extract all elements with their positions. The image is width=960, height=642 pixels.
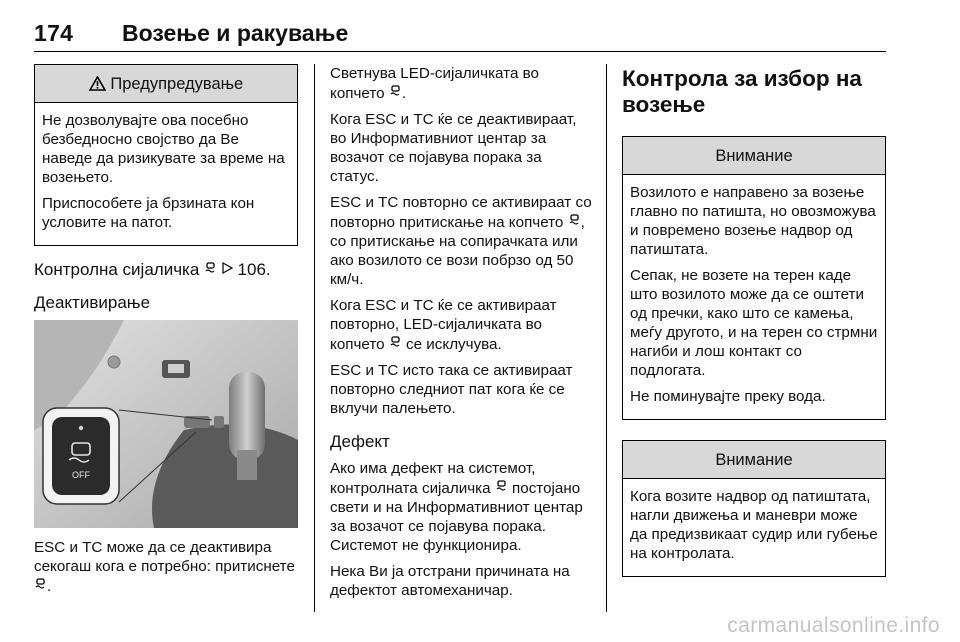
column-middle: [330, 64, 592, 607]
notice-box: [622, 136, 886, 420]
deactivation-text-end: .: [47, 578, 52, 595]
paragraph-mechanic: Нека Ви ја отстрани причината на дефектот автомеханичар.: [330, 563, 570, 599]
deactivation-heading: Деактивирање: [34, 293, 151, 312]
section-heading: Контрола за избор на возење: [622, 66, 862, 117]
fault-heading: Дефект: [330, 432, 390, 451]
notice-paragraph: Не поминувајте преку вода.: [630, 388, 826, 405]
notice-box-header: Внимание: [623, 441, 885, 479]
paragraph-text: Кога ESC и TC ќе се активираат повторно, LED-сијаличката во копчето: [330, 297, 557, 353]
control-light-page: 106.: [237, 260, 271, 279]
paragraph-reactivation: [330, 193, 592, 289]
notice-paragraph: Сепак, не возете на терен каде што возилото може да се оштети од пречки, како што се камења, меѓу другото, и на терен со стрмни нагиби и лош контакт со подлогата.: [630, 267, 878, 379]
paragraph-led-off: [330, 296, 592, 354]
notice-box-header: Внимание: [623, 137, 885, 175]
warning-triangle-icon: [89, 75, 111, 93]
column-left: [34, 64, 298, 603]
paragraph-end: .: [401, 85, 407, 102]
paragraph-text: Светнува LED-сијаличката во копчето: [330, 65, 539, 102]
esc-car-skid-icon: [495, 478, 508, 497]
paragraph-ignition: ESC и TC исто така се активираат повторно следниот пат кога ќе се вклучи палењето.: [330, 362, 573, 417]
page-reference-arrow-icon: [222, 260, 233, 279]
warning-box-header: [35, 65, 297, 103]
deactivation-text-content: ESC и TC може да се деактивира секогаш кога е потребно: притиснете: [34, 539, 295, 575]
paragraph-text: постојано свети и на Информативниот центар за возачот се појавува порака. Системот не функционира.: [330, 480, 583, 554]
notice-paragraph: Кога возите надвор од патиштата, нагли движења и маневри може да предизвикаат судир или губење на контролата.: [630, 488, 878, 562]
column-right: [622, 64, 886, 577]
esc-button-photo: [34, 320, 298, 528]
photo-button-label: OFF: [72, 470, 90, 480]
paragraph-text: се исклучува.: [406, 336, 502, 353]
warning-paragraph: Приспособете ја брзината кон условите на патот.: [42, 195, 255, 231]
notice-box: [622, 440, 886, 577]
paragraph-text: ESC и TC повторно се активираат со повторно притискање на копчето: [330, 194, 592, 231]
esc-car-skid-icon: [34, 576, 47, 595]
notice-box-body: [623, 479, 885, 576]
paragraph-led-on: [330, 64, 592, 103]
column-divider: [314, 64, 315, 612]
warning-box-title: Предупредување: [110, 75, 244, 93]
esc-car-skid-icon: [204, 260, 217, 279]
warning-paragraph: Не дозволувајте ова посебно безбедносно својство да Ве наведе да ризикувате за време на возењето.: [42, 112, 285, 186]
warning-box: [34, 64, 298, 246]
control-light-reference: [34, 260, 298, 279]
page-header: [34, 20, 886, 52]
esc-car-skid-icon: [389, 334, 402, 353]
chapter-title: Возење и ракување: [122, 20, 349, 46]
notice-box-body: [623, 175, 885, 419]
watermark: carmanualsonline.info: [727, 614, 940, 637]
paragraph-text: Ако има дефект на системот, контролната сијаличка: [330, 460, 536, 497]
paragraph-text: , со притискање на сопирачката или ако возилото се вози побрзо од 50 км/ч.: [330, 214, 585, 288]
control-light-text: Контролна сијаличка: [34, 260, 200, 279]
warning-box-body: [35, 103, 297, 245]
esc-car-skid-icon: [389, 83, 402, 102]
column-divider: [606, 64, 607, 612]
page-number: 174: [34, 20, 74, 46]
esc-car-skid-icon: [568, 212, 581, 231]
paragraph-deactivated: Кога ESC и TC ќе се деактивираат, во Информативниот центар за возачот се појавува порака за статус.: [330, 111, 577, 185]
deactivation-text: [34, 538, 298, 596]
paragraph-fault: [330, 459, 592, 555]
notice-paragraph: Возилото е направено за возење главно по патишта, но овозможува и повремено возење надвор од патиштата.: [630, 184, 876, 258]
